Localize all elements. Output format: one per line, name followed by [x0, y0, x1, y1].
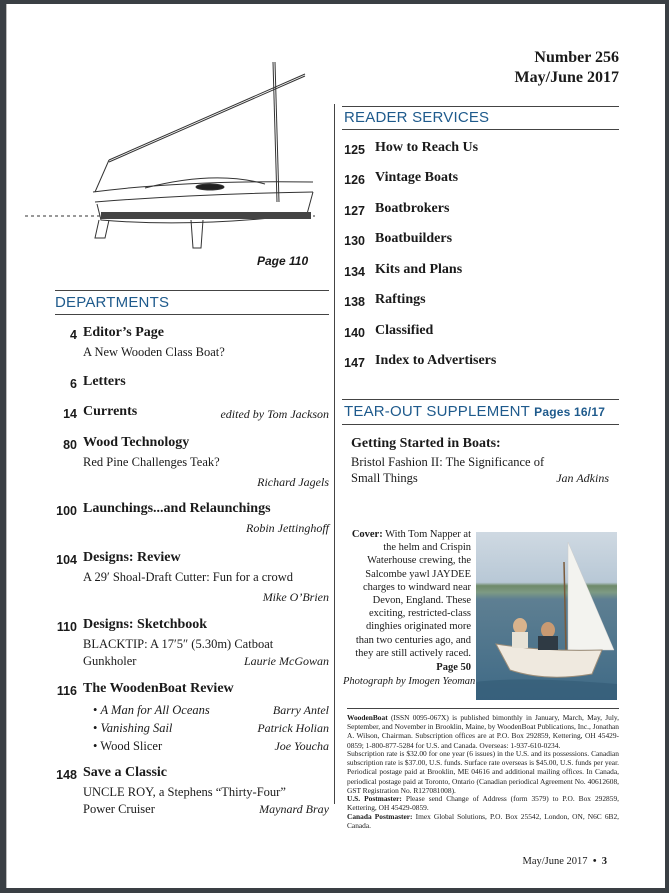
reader-services-heading: READER SERVICES — [344, 109, 490, 126]
boat-drawing — [15, 52, 327, 264]
page-footer: May/June 2017 • 3 — [522, 856, 607, 867]
publication-info: WoodenBoat (ISSN 0095-067X) is published bimonthly in January, March, May, July, September, and November in Brooklin, Maine, by WoodenBoat Publications, Inc., Jonathan A. Wilson, Chairman. Subscription offices are at P.O. Box 292859, Kettering, OH 45429-0859; 1-800-877-5284 for U.S. and Canada. Overseas: 1-937-610-0234. — [347, 713, 619, 750]
subscription-info: Subscription rate is $32.00 for one year (6 issues) in the U.S. and its possessions. Canadian subscription rate is $37.00, U.S. funds. Surface rate overseas is $45.00, U.S. funds per year. Periodical postage paid at Brooklin, ME 04616 and additional mailing offices. In Canada, periodical postage paid at Toronto, Ontario (Canadian periodical Agreement No. 40612608, GST Registration No. R127081008). — [347, 749, 619, 795]
issue-date: May/June 2017 — [514, 69, 619, 86]
supplement-heading: TEAR-OUT SUPPLEMENT Pages 16/17 — [344, 403, 606, 420]
magazine-page: Number 256 May/June 2017 Page 110 DEPARTMENTS 4 Editor’s Page A New Wooden Class Boat? 6 Letters 14 Currents edited by Tom Jackson 80 Wood Technology Red Pine Challenges Teak? Richard Jagels 100 Launchings...and Relaunchings Robin Jettinghoff 104 Designs: Review A 29′ Shoal-Draft Cutter: Fun for a crowd Mike O’Brien 110 Designs: Sketchbook BLACKTIP: A 17′5″ (5.30m) Catboat Gunkholer Laurie McGowan 116 The WoodenBoat Review • A Man for All Oceans Barry Antel • Vanishing Sail Patrick Holian • Wood Slicer Joe Youcha 148 Save a Classic UNCLE ROY, a Stephens “Thirty-Four” Power Cruiser Maynard Bray READER SERVICES 125 How to Reach Us 126 Vintage Boats 127 Boatbrokers 130 Boatbuilders 134 Kits and Plans 138 Raftings 140 Classified 147 Index to Advertisers TEAR-OUT SUPPLEMENT Pages 16/17 Getting Started in Boats: Bristol Fashion II: The Significance of Small Things Jan Adkins Cover: With Tom Napper at the helm and Crispin Waterhouse crewing, the Salcombe yawl JAYDEE charges to windward near Devon, England. These exciting, restricted-class dinghies originated more than two centuries ago, and they are still actively raced. Page 50 Photograph by Imogen Yeoman WoodenBoat (ISSN 0095-067X) is published bimonthly in January, March, May, July, September, and November in Brooklin, Maine, by WoodenBoat Publications, Inc., Jonathan A. Wilson, Chairman. Subscription offices are at P.O. Box 292859, Kettering, OH 45429-0859; 1-800-877-5284 for U.S. and Canada. Overseas: 1-937-610-0234. Subscription rate is $32.00 for one year (6 issues) in the U.S. and its possessions. Canadian subscription rate is $37.00, U.S. funds. Surface rate overseas is $45.00, U.S. funds per year. Periodical postage paid at Brooklin, ME 04616 and additional mailing offices. In Canada, periodical postage paid at Toronto, Ontario (Canadian periodical Agreement No. 40612608, GST Registration No. R127081008). U.S. Postmaster: Please send Change of Address (form 3579) to P.O. Box 292859, Kettering, OH 45429-0859. Canada Postmaster: Imex Global Solutions, P.O. Box 25542, London, ON, N6C 6B2, Canada. May/June 2017 • 3 — [6, 4, 665, 888]
reader-services-bottom-rule — [342, 129, 619, 130]
departments-top-rule — [55, 290, 329, 291]
drawing-page-label: Page 110 — [257, 254, 309, 268]
departments-bottom-rule — [55, 314, 329, 315]
supplement-pages: Pages 16/17 — [534, 405, 606, 419]
fine-print-rule — [347, 708, 619, 709]
review-bullet-2: • Vanishing Sail — [93, 721, 173, 735]
supplement-top-rule — [342, 399, 619, 400]
column-divider — [334, 104, 335, 804]
review-bullet-1: • A Man for All Oceans — [93, 703, 210, 717]
issue-info — [515, 48, 619, 88]
photo-credit: Photograph by Imogen Yeoman — [343, 676, 476, 688]
supplement-bottom-rule — [342, 424, 619, 425]
review-bullet-3: • Wood Slicer — [93, 739, 163, 753]
us-postmaster-info: U.S. Postmaster: Please send Change of Address (form 3579) to P.O. Box 292859, Kettering, OH 45429-0859. — [347, 794, 619, 813]
page-number: 3 — [601, 856, 607, 867]
issue-number: Number 256 — [534, 49, 619, 66]
cover-page-ref: Page 50 — [436, 662, 471, 674]
cover-photo — [476, 532, 617, 700]
departments-heading: DEPARTMENTS — [55, 294, 170, 311]
reader-services-top-rule — [342, 106, 619, 107]
canada-postmaster-info: Canada Postmaster: Imex Global Solutions, P.O. Box 25542, London, ON, N6C 6B2, Canada. — [347, 812, 619, 831]
cover-caption: Cover: With Tom Napper at the helm and Crispin Waterhouse crewing, the Salcombe yawl JAYDEE charges to windward near Devon, England. These exciting, restricted-class dinghies originated more than two centuries ago, and they are still actively raced. Page 50 Photograph by Imogen Yeoman — [343, 529, 476, 688]
